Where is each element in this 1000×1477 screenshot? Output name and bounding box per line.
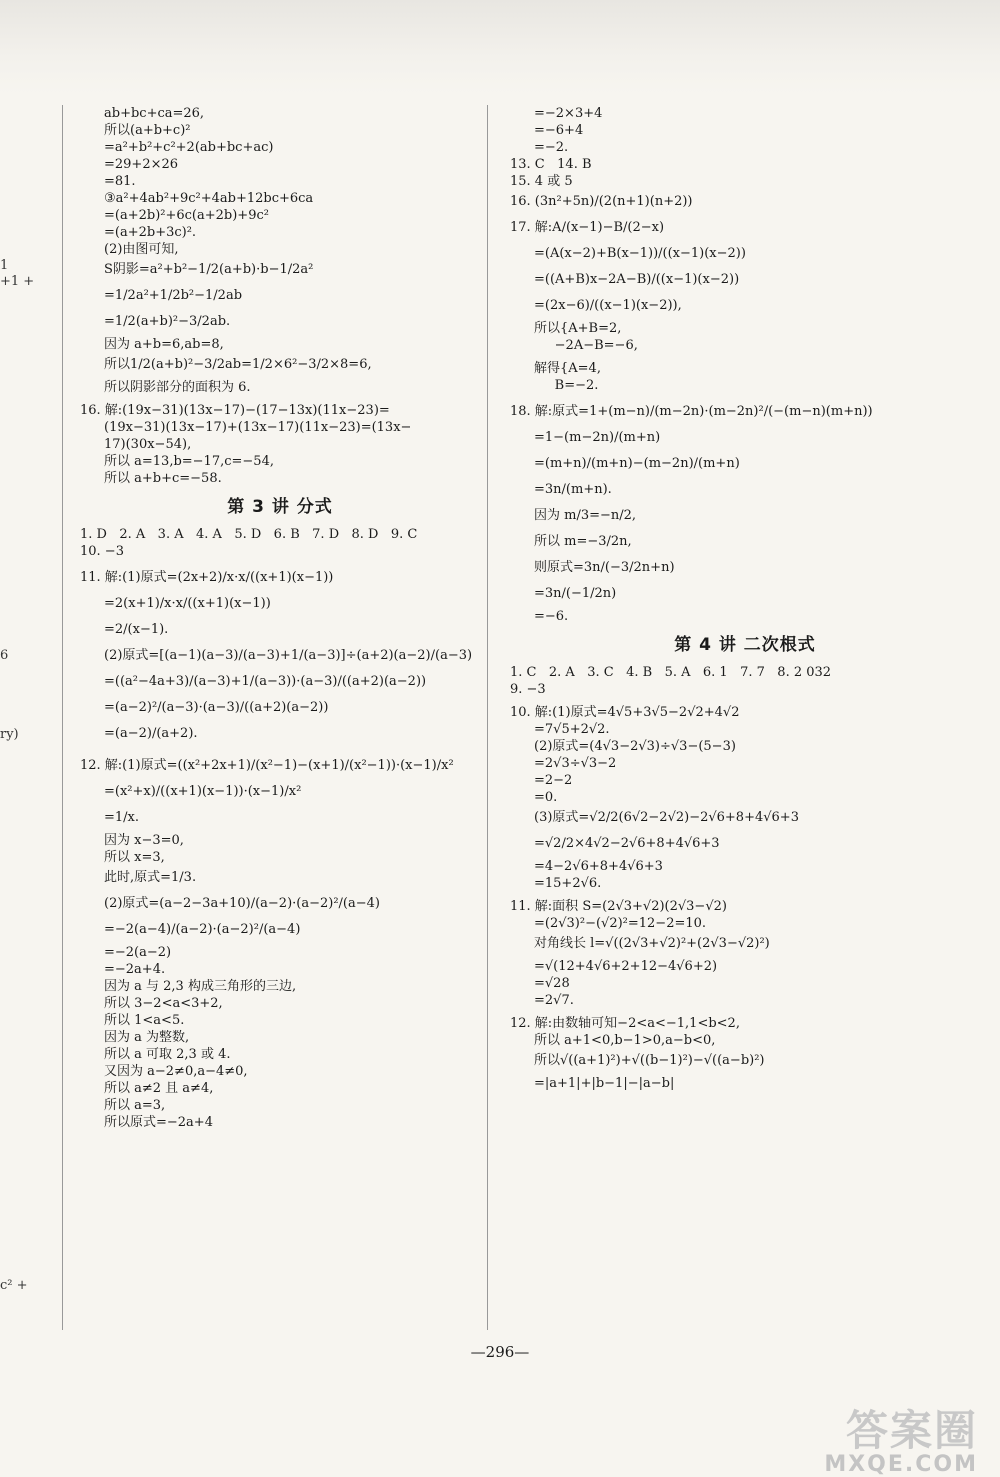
math-line: (3)原式=√2/2(6√2−2√2)−2√6+8+4√6+3 [534, 810, 799, 825]
math-line: =(A(x−2)+B(x−1))/((x−1)(x−2)) [534, 246, 746, 261]
math-line: S阴影=a²+b²−1/2(a+b)·b−1/2a² [104, 262, 314, 277]
math-line: 所以 m=−3/2n, [534, 534, 632, 549]
problem-line: 11. 解:(1)原式=(2x+2)/x·x/((x+1)(x−1)) [80, 570, 334, 585]
text-line: =2√3÷√3−2 [534, 756, 617, 771]
math-line: =3n/(−1/2n) [534, 586, 617, 601]
text-line: =a²+b²+c²+2(ab+bc+ac) [104, 140, 274, 155]
text-line: =29+2×26 [104, 157, 179, 172]
math-line: =(x²+x)/((x+1)(x−1))·(x−1)/x² [104, 784, 302, 799]
text-line: 所以 3−2<a<3+2, [104, 996, 223, 1011]
answer-line: 1. D 2. A 3. A 4. A 5. D 6. B 7. D 8. D 9. C [80, 527, 418, 542]
watermark-url: MXQE.COM [824, 1452, 978, 1477]
text-line: 又因为 a−2≠0,a−4≠0, [104, 1064, 248, 1079]
math-line: =√2/2×4√2−2√6+8+4√6+3 [534, 836, 720, 851]
left-column [80, 105, 480, 1131]
text-line: 所以 a 可取 2,3 或 4. [104, 1047, 231, 1062]
text-line: B=−2. [534, 378, 599, 393]
column-rule-center [487, 105, 488, 1330]
math-line: =((a²−4a+3)/(a−3)+1/(a−3))·(a−3)/((a+2)(a−2)) [104, 674, 427, 689]
text-line: =−6+4 [534, 123, 584, 138]
math-line: =(2x−6)/((x−1)(x−2)), [534, 298, 682, 313]
text-line: =4−2√6+8+4√6+3 [534, 859, 663, 874]
math-line: =2/(x−1). [104, 622, 169, 637]
edge-fragment: +1 + [0, 274, 35, 289]
text-line: 因为 a 与 2,3 构成三角形的三边, [104, 979, 297, 994]
scan-shadow [0, 0, 1000, 95]
math-line: =((A+B)x−2A−B)/((x−1)(x−2)) [534, 272, 740, 287]
text-line: 所以 a+b+c=−58. [104, 471, 222, 486]
text-line: =−2×3+4 [534, 106, 603, 121]
problem-line: 10. 解:(1)原式=4√5+3√5−2√2+4√2 [510, 705, 740, 720]
math-line: 所以√((a+1)²)+√((b−1)²)−√((a−b)²) [534, 1053, 765, 1068]
text-line: 所以原式=−2a+4 [104, 1115, 213, 1130]
text-line: 所以 a≠2 且 a≠4, [104, 1081, 214, 1096]
math-line: 则原式=3n/(−3/2n+n) [534, 560, 675, 575]
text-line: =√28 [534, 976, 570, 991]
answer-line: 1. C 2. A 3. C 4. B 5. A 6. 1 7. 7 8. 2 032 [510, 665, 832, 680]
edge-fragment: c² + [0, 1278, 28, 1293]
watermark [824, 1398, 978, 1477]
problem-line: 16. 解:(19x−31)(13x−17)−(17−13x)(11x−23)= [80, 403, 390, 418]
problem-line: 12. 解:(1)原式=((x²+2x+1)/(x²−1)−(x+1)/(x²−1))·(x−1)/x² [80, 758, 454, 773]
text-line: =(2√3)²−(√2)²=12−2=10. [534, 916, 707, 931]
problem-line: 11. 解:面积 S=(2√3+√2)(2√3−√2) [510, 899, 727, 914]
text-line: =|a+1|+|b−1|−|a−b| [534, 1076, 675, 1091]
text-line: 所以 a=3, [104, 1098, 166, 1113]
right-column [510, 105, 980, 1092]
text-line: 所以 x=3, [104, 850, 165, 865]
math-line: =3n/(m+n). [534, 482, 612, 497]
math-line: 所以1/2(a+b)²−3/2ab=1/2×6²−3/2×8=6, [104, 357, 372, 372]
math-line: =1/2a²+1/2b²−1/2ab [104, 288, 243, 303]
page-number: —296— [470, 1343, 530, 1361]
text-line: =15+2√6. [534, 876, 602, 891]
text-line: 所以 a=13,b=−17,c=−54, [104, 454, 274, 469]
text-line: 所以阴影部分的面积为 6. [104, 380, 251, 395]
text-line: =(a+2b)²+6c(a+2b)+9c² [104, 208, 269, 223]
text-line: =2−2 [534, 773, 573, 788]
math-line: 因为 m/3=−n/2, [534, 508, 637, 523]
math-line: 对角线长 l=√((2√3+√2)²+(2√3−√2)²) [534, 936, 770, 951]
math-line: (2)原式=(a−2−3a+10)/(a−2)·(a−2)²/(a−4) [104, 896, 380, 911]
text-line: =81. [104, 174, 136, 189]
answer-line: 9. −3 [510, 682, 546, 697]
text-line: =(a+2b+3c)². [104, 225, 197, 240]
problem-line: 12. 解:由数轴可知−2<a<−1,1<b<2, [510, 1016, 740, 1031]
text-line: 因为 a+b=6,ab=8, [104, 337, 224, 352]
edge-fragment: 1 [0, 258, 9, 273]
text-line: =√(12+4√6+2+12−4√6+2) [534, 959, 718, 974]
text-line: −2A−B=−6, [534, 338, 638, 353]
text-line: =−6. [534, 609, 569, 624]
text-line: 因为 a 为整数, [104, 1030, 190, 1045]
math-line: =1/2(a+b)²−3/2ab. [104, 314, 231, 329]
problem-line: 17. 解:A/(x−1)−B/(2−x) [510, 220, 665, 235]
text-line: =2√7. [534, 993, 574, 1008]
text-line: 17)(30x−54), [104, 437, 192, 452]
math-line: =1/x. [104, 810, 140, 825]
section-heading: 第 4 讲 二次根式 [674, 635, 816, 655]
text-line: 所以 a+1<0,b−1>0,a−b<0, [534, 1033, 716, 1048]
text-line: ab+bc+ca=26, [104, 106, 205, 121]
math-line: =(a−2)/(a+2). [104, 726, 198, 741]
math-line: =(m+n)/(m+n)−(m−2n)/(m+n) [534, 456, 740, 471]
column-rule-left [62, 105, 63, 1330]
text-line: 所以{A+B=2, [534, 321, 622, 336]
text-line: 所以 1<a<5. [104, 1013, 185, 1028]
text-line: (2)原式=(4√3−2√3)÷√3−(5−3) [534, 739, 736, 754]
text-line: 因为 x−3=0, [104, 833, 184, 848]
text-line: =0. [534, 790, 558, 805]
math-line: =−2(a−4)/(a−2)·(a−2)²/(a−4) [104, 922, 301, 937]
text-line: (19x−31)(13x−17)+(13x−17)(11x−23)=(13x− [104, 420, 412, 435]
edge-fragment: 6 [0, 648, 9, 663]
edge-fragment: ry) [0, 727, 19, 742]
math-line: =(a−2)²/(a−3)·(a−3)/((a+2)(a−2)) [104, 700, 329, 715]
problem-line: 18. 解:原式=1+(m−n)/(m−2n)·(m−2n)²/(−(m−n)(m+n)) [510, 404, 873, 419]
math-line: =1−(m−2n)/(m+n) [534, 430, 661, 445]
text-line: =−2(a−2) [104, 945, 172, 960]
answer-line: 16. (3n²+5n)/(2(n+1)(n+2)) [510, 194, 693, 209]
answer-line: 10. −3 [80, 544, 124, 559]
text-line: ③a²+4ab²+9c²+4ab+12bc+6ca [104, 191, 314, 206]
answer-line: 13. C 14. B [510, 157, 592, 172]
math-line: (2)原式=[(a−1)(a−3)/(a−3)+1/(a−3)]÷(a+2)(a−2)/(a−3) [104, 648, 473, 663]
section-heading: 第 3 讲 分式 [227, 497, 333, 517]
text-line: =−2. [534, 140, 569, 155]
text-line: 所以(a+b+c)² [104, 123, 191, 138]
text-line: =−2a+4. [104, 962, 166, 977]
math-line: =2(x+1)/x·x/((x+1)(x−1)) [104, 596, 271, 611]
text-line: (2)由图可知, [104, 242, 179, 257]
watermark-logo: 答案圈 [845, 1406, 978, 1455]
answer-line: 15. 4 或 5 [510, 174, 573, 189]
text-line: =7√5+2√2. [534, 722, 610, 737]
math-line: 此时,原式=1/3. [104, 870, 197, 885]
text-line: 解得{A=4, [534, 361, 601, 376]
